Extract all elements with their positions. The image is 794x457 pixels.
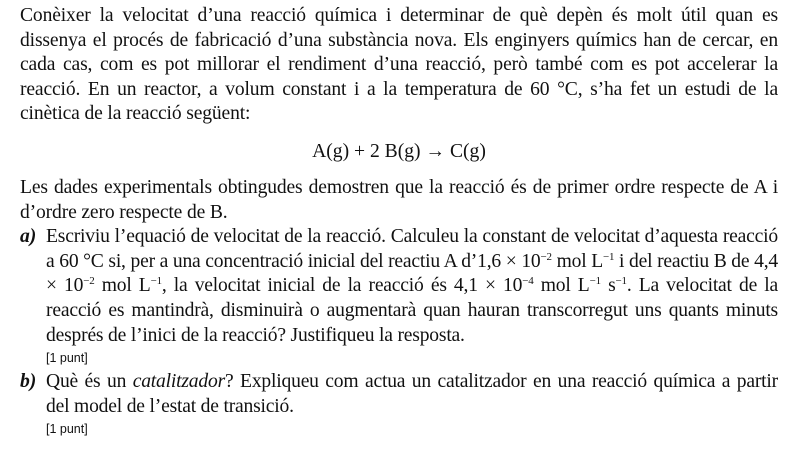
exponent: −1 <box>150 275 162 288</box>
part-a-label: a) <box>20 226 37 248</box>
exam-question <box>20 4 778 441</box>
part-b <box>20 370 778 439</box>
part-b-points: [1 punt] <box>46 422 88 437</box>
part-a-text-7: s <box>600 275 616 297</box>
data-paragraph: Les dades experimentals obtingudes demostren que la reacció és de primer ordre respecte de A i d’ordre zero respecte de B. <box>20 176 778 223</box>
part-b-text-1: Què és un <box>46 371 133 393</box>
exponent: −1 <box>615 275 627 288</box>
exponent: −4 <box>522 275 534 288</box>
intro-paragraph: Conèixer la velocitat d’una reacció química i determinar de què depèn és molt útil quan es dissenya el procés de fabricació d’una substància nova. Els enginyers químics han de cercar, en cada cas, com es pot millorar el rendiment d’una reacció, però també com es pot accelerar la reacció. En un reactor, a volum constant i a la temperatura de 60 °C, s’ha fet un estudi de la cinètica de la reacció següent: <box>20 5 778 125</box>
part-a-text-8: . La velocitat de la reacció es mantindrà, disminuirà o augmentarà quan hauran transcorregut uns quants minuts després de l’inici de la reacció? Justifiqueu la resposta. <box>46 275 779 346</box>
part-b-text <box>46 370 778 419</box>
part-a-text-2: mol L <box>551 250 603 272</box>
part-a <box>20 225 778 368</box>
exponent: −2 <box>83 275 95 288</box>
part-a-text <box>46 225 778 348</box>
part-b-emphasis: catalitzador <box>132 371 226 393</box>
exponent: −2 <box>540 250 552 263</box>
reaction-equation: A(g) + 2 B(g) → C(g) <box>312 140 486 162</box>
part-a-text-3: i del reactiu B de 4,4 × 10 <box>46 250 779 297</box>
exponent: −1 <box>602 250 615 263</box>
part-a-text-6: mol L <box>533 275 590 297</box>
part-a-points: [1 punt] <box>46 351 88 366</box>
part-a-text-1: Escriviu l’equació de velocitat de la reacció. Calculeu la constant de velocitat d’aquesta reacció a 60 °C si, per a una concentració inicial del reactiu A d’1,6 × 10 <box>46 226 778 272</box>
part-b-text-2: ? Expliqueu com actua un catalitzador en una reacció química a partir del model de l’estat de transició. <box>46 371 778 417</box>
part-a-text-4: mol L <box>94 275 151 297</box>
part-a-text-5: , la velocitat inicial de la reacció és 4,1 × 10 <box>161 275 523 297</box>
exponent: −1 <box>589 275 601 288</box>
part-b-label: b) <box>20 371 37 393</box>
